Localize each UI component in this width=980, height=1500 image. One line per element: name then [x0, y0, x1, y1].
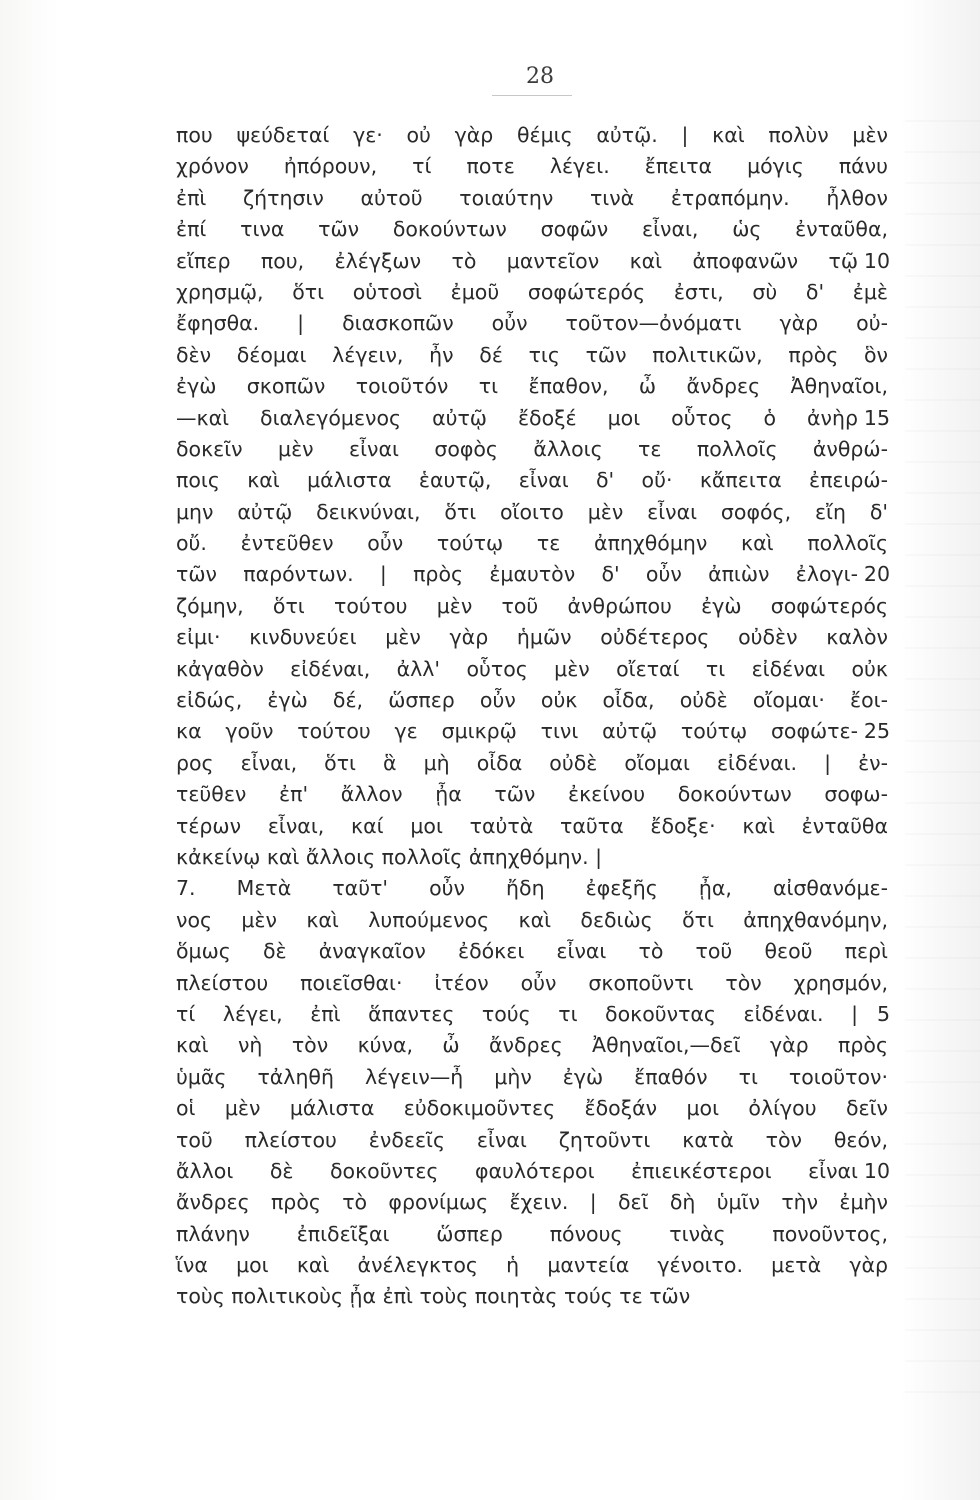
line-text: τέρων εἶναι, καί μοι ταὐτὰ ταῦτα ἔδοξε· καὶ ἐνταῦθα	[176, 813, 888, 838]
line-number: 5	[876, 1001, 890, 1026]
line-number: 25	[863, 719, 890, 744]
text-line	[176, 905, 888, 936]
line-text: ἵνα μοι καὶ ἀνέλεγκτος ἡ μαντεία γένοιτο. μετὰ γὰρ	[176, 1253, 888, 1278]
text-line	[176, 936, 888, 967]
line-text: πλάνην ἐπιδεῖξαι ὥσπερ πόνους τινὰς πονοῦντος,	[176, 1221, 888, 1246]
line-text: χρόνον ἠπόρουν, τί ποτε λέγει. ἔπειτα μόγις πάνυ	[176, 154, 888, 179]
text-line	[176, 403, 888, 434]
text-line	[176, 214, 888, 245]
text-line	[176, 434, 888, 465]
line-text: τοὺς πολιτικοὺς ᾖα ἐπὶ τοὺς ποιητὰς τούς τε τῶν	[176, 1284, 691, 1309]
line-text: δοκεῖν μὲν εἶναι σοφὸς ἄλλοις τε πολλοῖς ἀνθρώ-	[176, 436, 888, 461]
text-line	[176, 811, 888, 842]
text-line	[176, 183, 888, 214]
line-text: ἐπί τινα τῶν δοκούντων σοφῶν εἶναι, ὡς ἐνταῦθα,	[176, 217, 888, 242]
text-line	[176, 779, 888, 810]
line-text: ὑμᾶς τἀληθῆ λέγειν—ἦ μὴν ἐγὼ ἔπαθόν τι τοιοῦτον·	[176, 1064, 888, 1089]
text-line	[176, 1093, 888, 1124]
line-text: 7. Μετὰ ταῦτ' οὖν ἤδη ἐφεξῆς ᾖα, αἰσθανόμε-	[176, 876, 888, 901]
text-line	[176, 1250, 888, 1281]
text-line	[176, 120, 888, 151]
line-text: κἀγαθὸν εἰδέναι, ἀλλ' οὗτος μὲν οἴεταί τι εἰδέναι οὐκ	[176, 656, 888, 681]
line-text: οἱ μὲν μάλιστα εὐδοκιμοῦντες ἔδοξάν μοι ὀλίγου δεῖν	[176, 1096, 888, 1121]
text-line	[176, 1030, 888, 1061]
text-line	[176, 748, 888, 779]
text-line	[176, 497, 888, 528]
page-number: 28	[526, 64, 554, 89]
line-text: χρησμῷ, ὅτι οὑτοσὶ ἐμοῦ σοφώτερός ἐστι, σὺ δ' ἐμὲ	[176, 279, 888, 304]
line-text: ποις καὶ μάλιστα ἑαυτῷ, εἶναι δ' οὔ· κἄπειτα ἐπειρώ-	[176, 468, 888, 493]
line-text: εἴπερ που, ἐλέγξων τὸ μαντεῖον καὶ ἀποφανῶν τῷ	[176, 248, 858, 273]
line-text: τεῦθεν ἐπ' ἄλλον ᾖα τῶν ἐκείνου δοκούντων σοφω-	[176, 782, 888, 807]
text-line	[176, 654, 888, 685]
line-text: δὲν δέομαι λέγειν, ἦν δέ τις τῶν πολιτικῶν, πρὸς ὃν	[176, 342, 888, 367]
text-line	[176, 277, 888, 308]
text-line	[176, 340, 888, 371]
text-line	[176, 1187, 888, 1218]
text-line	[176, 622, 888, 653]
text-line	[176, 1062, 888, 1093]
text-block	[176, 120, 888, 1313]
line-text: εἰδώς, ἐγὼ δέ, ὥσπερ οὖν οὐκ οἶδα, οὐδὲ οἴομαι· ἔοι-	[176, 688, 888, 713]
line-text: ρος εἶναι, ὅτι ἃ μὴ οἶδα οὐδὲ οἴομαι εἰδέναι. | ἐν-	[176, 750, 888, 775]
text-line	[176, 685, 888, 716]
line-text: κἀκείνῳ καὶ ἄλλοις πολλοῖς ἀπηχθόμην. |	[176, 844, 603, 869]
line-number: 15	[863, 405, 890, 430]
line-text: ζόμην, ὅτι τούτου μὲν τοῦ ἀνθρώπου ἐγὼ σοφώτερός	[176, 593, 888, 618]
text-line	[176, 308, 888, 339]
line-text: οὔ. ἐντεῦθεν οὖν τούτῳ τε ἀπηχθόμην καὶ πολλοῖς	[176, 531, 888, 556]
line-text: καὶ νὴ τὸν κύνα, ὦ ἄνδρες Ἀθηναῖοι,—δεῖ γὰρ πρὸς	[176, 1033, 888, 1058]
text-line	[176, 1281, 888, 1312]
line-text: νος μὲν καὶ λυπούμενος καὶ δεδιὼς ὅτι ἀπηχθανόμην,	[176, 907, 888, 932]
show-through-from-facing-page	[905, 120, 980, 1420]
line-text: ἐπὶ ζήτησιν αὐτοῦ τοιαύτην τινὰ ἐτραπόμην. ἦλθον	[176, 185, 888, 210]
text-line	[176, 559, 888, 590]
text-line	[176, 151, 888, 182]
line-text: ἔφησθα. | διασκοπῶν οὖν τοῦτον—ὀνόματι γὰρ οὐ-	[176, 311, 888, 336]
text-line	[176, 591, 888, 622]
line-text: εἰμι· κινδυνεύει μὲν γὰρ ἡμῶν οὐδέτερος οὐδὲν καλὸν	[176, 625, 888, 650]
line-text: ἄλλοι δὲ δοκοῦντες φαυλότεροι ἐπιεικέστεροι εἶναι	[176, 1158, 858, 1183]
line-text: τί λέγει, ἐπὶ ἅπαντες τούς τι δοκοῦντας εἰδέναι. |	[176, 1001, 858, 1026]
text-line	[176, 1125, 888, 1156]
text-line	[176, 873, 888, 904]
text-line	[176, 528, 888, 559]
line-text: κα γοῦν τούτου γε σμικρῷ τινι αὐτῷ τούτῳ σοφώτε-	[176, 719, 858, 744]
line-text: ἐγὼ σκοπῶν τοιοῦτόν τι ἔπαθον, ὦ ἄνδρες Ἀθηναῖοι,	[176, 374, 888, 399]
text-line	[176, 371, 888, 402]
text-line	[176, 1156, 888, 1187]
line-text: —καὶ διαλεγόμενος αὐτῷ ἔδοξέ μοι οὗτος ὁ ἀνὴρ	[176, 405, 858, 430]
text-line	[176, 1219, 888, 1250]
text-line	[176, 842, 888, 873]
line-text: μην αὐτῷ δεικνύναι, ὅτι οἴοιτο μὲν εἶναι σοφός, εἴη δ'	[176, 499, 888, 524]
text-line	[176, 465, 888, 496]
text-line	[176, 968, 888, 999]
line-text: ὅμως δὲ ἀναγκαῖον ἐδόκει εἶναι τὸ τοῦ θεοῦ περὶ	[176, 939, 888, 964]
page-number-rule	[492, 95, 572, 96]
line-number: 20	[863, 562, 890, 587]
line-text: πλείστου ποιεῖσθαι· ἰτέον οὖν σκοποῦντι τὸν χρησμόν,	[176, 970, 888, 995]
line-text: τῶν παρόντων. | πρὸς ἐμαυτὸν δ' οὖν ἀπιὼν ἐλογι-	[176, 562, 858, 587]
line-number: 10	[863, 248, 890, 273]
line-text: τοῦ πλείστου ἐνδεεῖς εἶναι ζητοῦντι κατὰ τὸν θεόν,	[176, 1127, 888, 1152]
text-line	[176, 716, 888, 747]
line-text: ἄνδρες πρὸς τὸ φρονίμως ἔχειν. | δεῖ δὴ ὑμῖν τὴν ἐμὴν	[176, 1190, 888, 1215]
text-line	[176, 999, 888, 1030]
text-line	[176, 246, 888, 277]
line-text: που ψεύδεταί γε· οὐ γὰρ θέμις αὐτῷ. | καὶ πολὺν μὲν	[176, 123, 888, 147]
line-number: 10	[863, 1158, 890, 1183]
